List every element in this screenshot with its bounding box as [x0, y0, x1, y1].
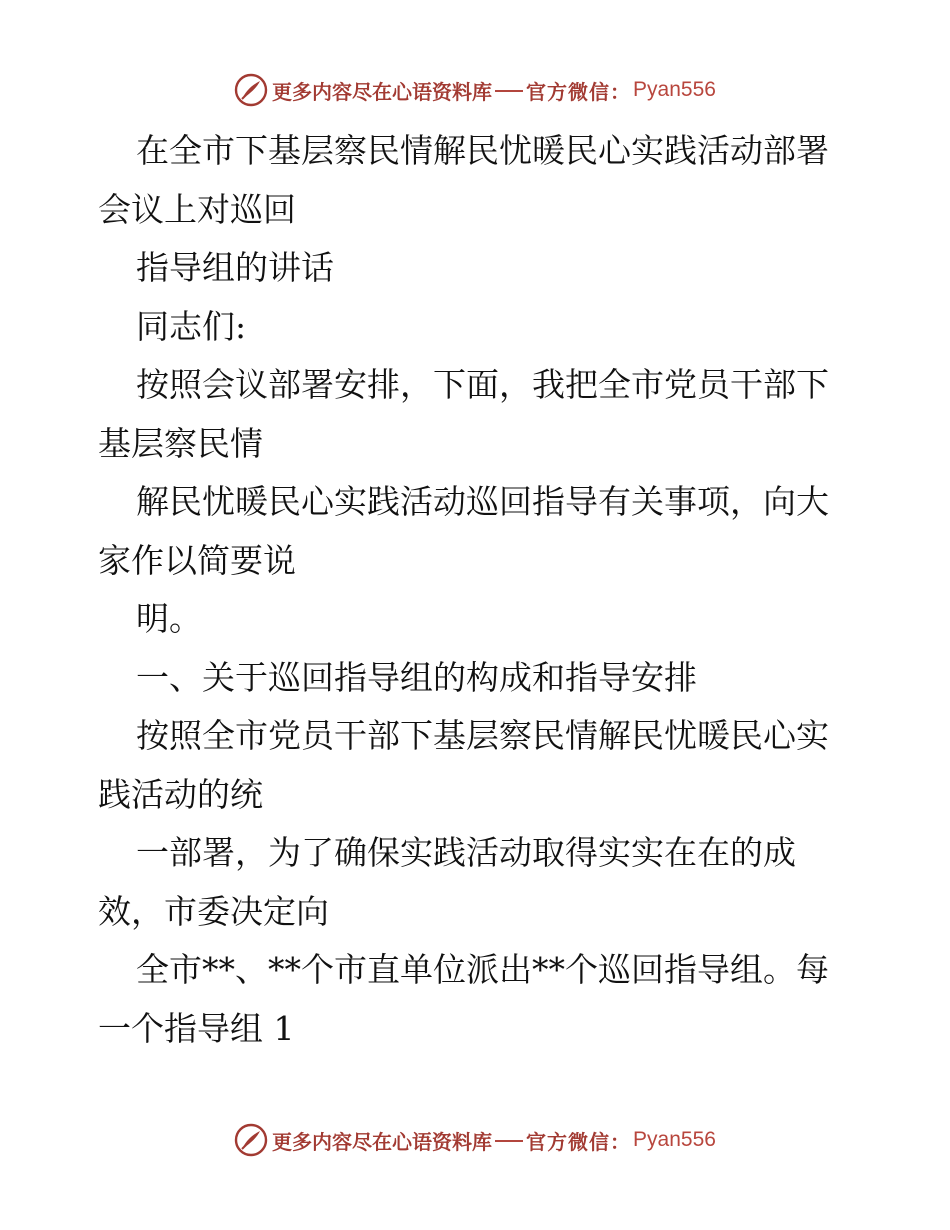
doc-line: 全市**、**个市直单位派出**个巡回指导组。每	[136, 950, 829, 989]
banner-separator	[495, 90, 523, 92]
quill-logo-icon	[234, 73, 268, 107]
banner-account-id: Pyan556	[633, 78, 716, 101]
doc-line: 按照全市党员干部下基层察民情解民忧暖民心实	[136, 716, 829, 755]
doc-line: 在全市下基层察民情解民忧暖民心实践活动部署	[136, 131, 829, 170]
doc-line: 家作以简要说	[98, 540, 296, 580]
doc-line: 指导组的讲话	[136, 248, 334, 287]
doc-line: 基层察民情	[98, 423, 263, 463]
banner-brand-text: 更多内容尽在心语资料库	[272, 79, 493, 104]
banner-brand-text: 更多内容尽在心语资料库	[272, 1129, 493, 1154]
doc-line: 会议上对巡回	[98, 189, 296, 229]
doc-line: 一个指导组 1	[98, 1008, 295, 1048]
footer-banner	[0, 1120, 950, 1160]
document-body	[98, 122, 858, 1058]
doc-line: 解民忧暖民心实践活动巡回指导有关事项，向大	[136, 482, 829, 521]
doc-line: 一、关于巡回指导组的构成和指导安排	[136, 657, 697, 697]
banner-wechat-label: 官方微信：	[526, 79, 632, 104]
header-banner	[0, 70, 950, 110]
doc-line: 效，市委决定向	[98, 891, 329, 931]
doc-line: 一部署，为了确保实践活动取得实实在在的成	[136, 833, 796, 872]
doc-line: 践活动的统	[98, 774, 263, 814]
doc-line: 按照会议部署安排，下面，我把全市党员干部下	[136, 365, 829, 404]
quill-logo-icon	[234, 1123, 268, 1157]
banner-account-id: Pyan556	[633, 1128, 716, 1151]
doc-line: 明。	[136, 599, 202, 638]
doc-line: 同志们:	[136, 306, 247, 346]
banner-wechat-label: 官方微信：	[526, 1129, 632, 1154]
banner-separator	[495, 1140, 523, 1142]
